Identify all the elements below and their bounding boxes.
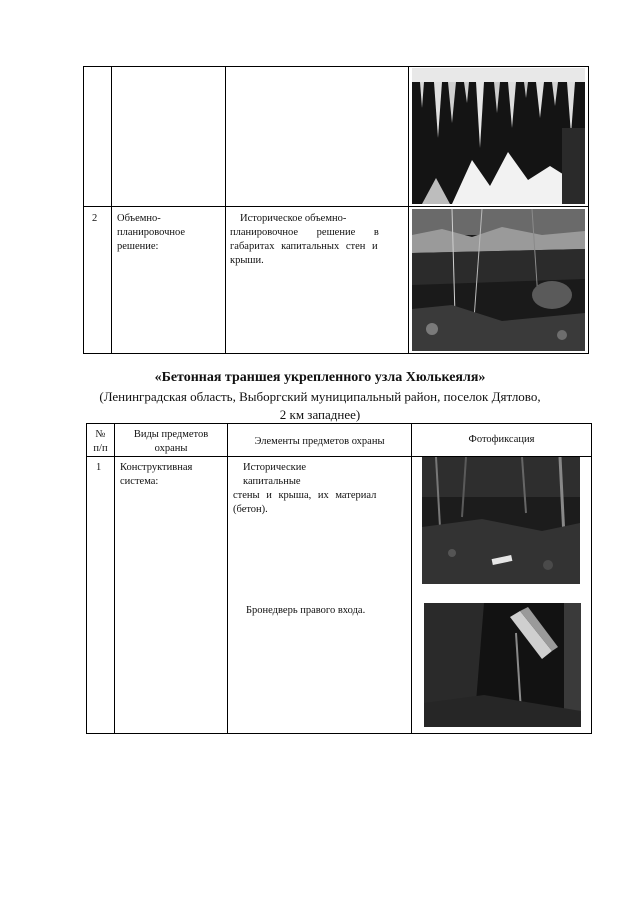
header-number: № п/п: [93, 429, 108, 454]
section-subtitle: 2 км западнее): [279, 407, 361, 422]
table-border: [111, 66, 112, 354]
table-border: [411, 423, 412, 734]
table-border: [83, 353, 589, 354]
elements-line: стены и крыша, их материал: [233, 490, 377, 501]
table-border: [227, 423, 228, 734]
table-border: [83, 66, 589, 67]
table-border: [408, 66, 409, 354]
table-border: [86, 423, 592, 424]
protection-elements: [233, 461, 407, 517]
row-number: 1: [96, 462, 102, 473]
section-subtitle: (Ленинградская область, Выборгский муниципальный район, поселок Дятлово,: [99, 389, 541, 404]
table-border: [86, 733, 592, 734]
protection-type-line: Объемно-: [117, 213, 161, 224]
table-border: [114, 423, 115, 734]
photo-armored-door: [424, 603, 581, 727]
elements-line: габаритах капитальных стен и: [230, 241, 378, 252]
protection-type: [117, 212, 221, 254]
header-elements: Элементы предметов охраны: [254, 436, 385, 447]
door-description: Бронедверь правого входа.: [246, 605, 366, 616]
header-types: Виды предметов охраны: [133, 429, 209, 454]
protection-elements: [230, 212, 404, 268]
elements-line: планировочное решение в: [230, 227, 379, 238]
table-border: [588, 66, 589, 354]
elements-line: крыши.: [230, 255, 264, 266]
photo-icicles: [412, 68, 585, 204]
photo-trench: [412, 209, 585, 351]
section-title: «Бетонная траншея укрепленного узла Хюлькеяля»: [154, 370, 486, 385]
protection-type: Конструктивная система:: [120, 462, 193, 487]
table-border: [83, 66, 84, 354]
protection-type-line: решение:: [117, 241, 159, 252]
table-border: [225, 66, 226, 354]
table-border: [86, 423, 87, 734]
elements-line: (бетон).: [233, 504, 268, 515]
table-border: [591, 423, 592, 734]
elements-line: Исторические капитальные: [243, 462, 307, 487]
elements-line: Историческое объемно-: [240, 213, 347, 224]
protection-type-line: планировочное: [117, 227, 186, 238]
photo-concrete-walls: [422, 457, 580, 584]
row-number: 2: [92, 213, 98, 224]
table-border: [83, 206, 589, 207]
header-photo: Фотофиксация: [468, 434, 535, 445]
